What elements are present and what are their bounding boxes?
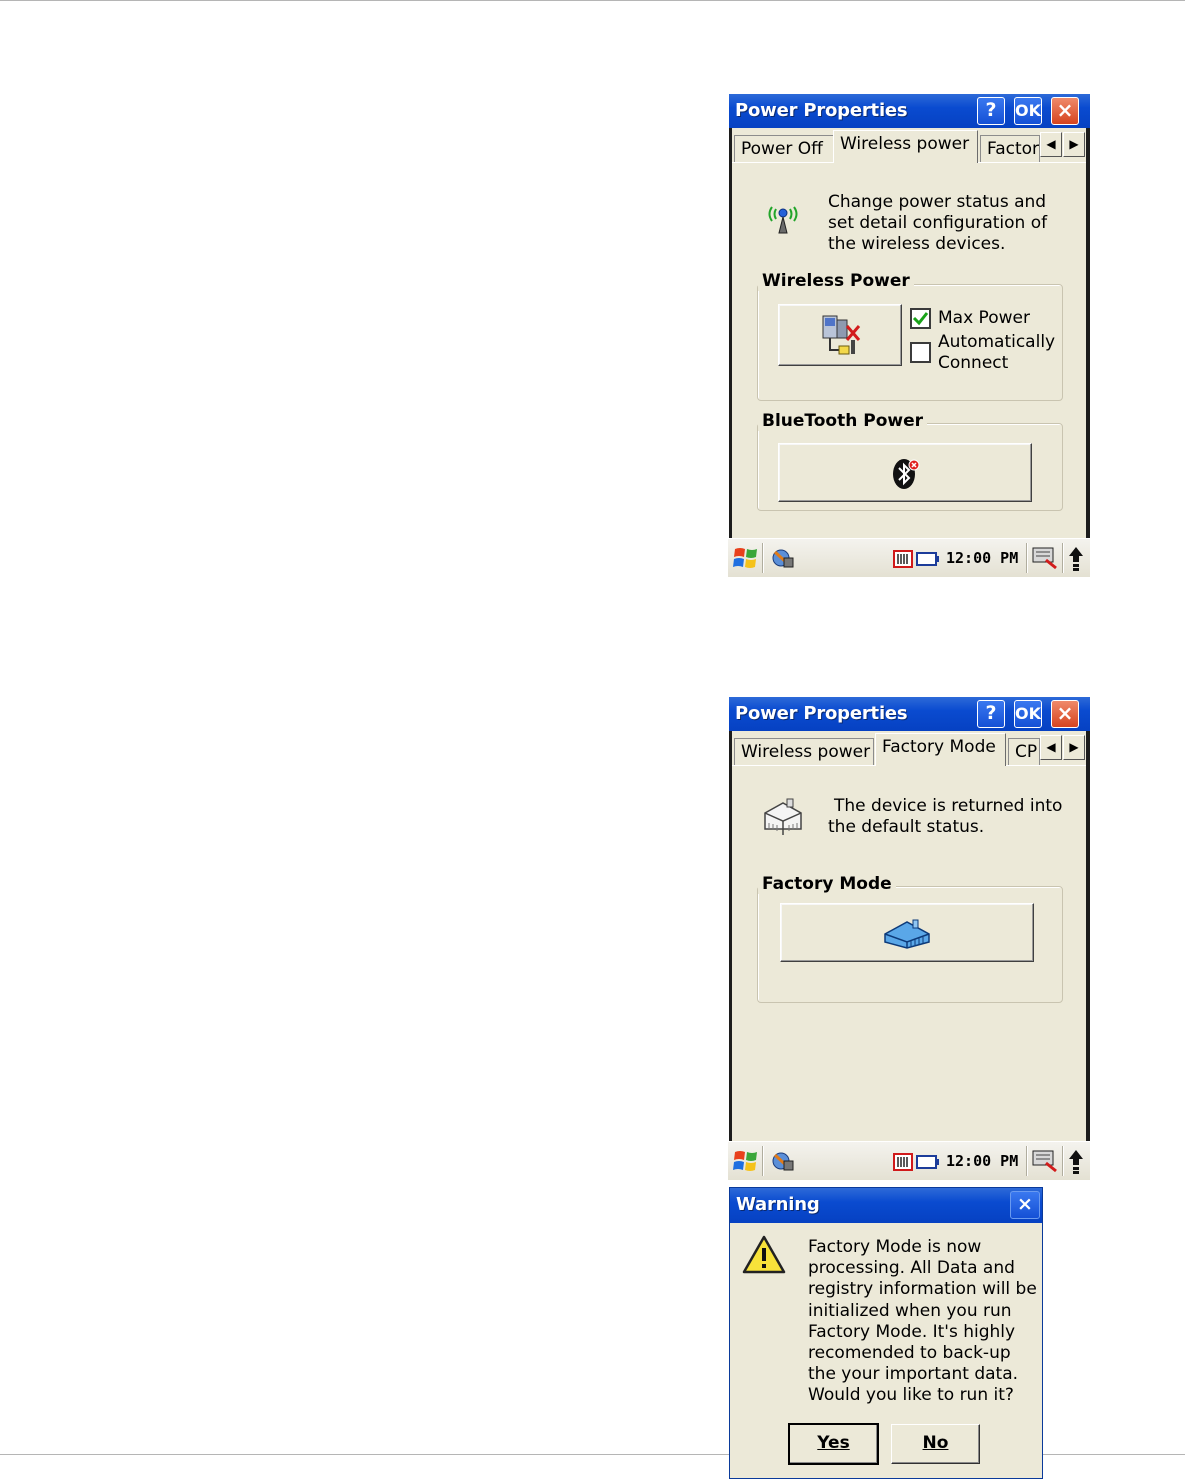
tab-wireless-power[interactable]: Wireless power <box>734 738 874 765</box>
wireless-antenna-icon <box>763 197 803 235</box>
window-title: Power Properties <box>735 703 908 724</box>
wireless-power-toggle-button[interactable] <box>778 304 902 366</box>
warning-dialog <box>729 1187 1043 1479</box>
wireless-network-off-icon <box>817 310 867 360</box>
input-panel-icon[interactable] <box>1032 1149 1058 1173</box>
factory-outline-icon <box>761 795 805 837</box>
taskbar-clock[interactable]: 12:00 PM <box>946 549 1019 567</box>
input-panel-icon[interactable] <box>1032 546 1058 570</box>
tab-scroll-left-button[interactable]: ◀ <box>1040 735 1062 760</box>
barcode-scanner-icon[interactable] <box>893 1153 913 1171</box>
yes-button-label: Yes <box>817 1433 850 1453</box>
tab-factory-mode[interactable]: Factory Mode <box>875 733 1006 766</box>
max-power-checkbox[interactable] <box>910 308 931 329</box>
windows-start-icon[interactable] <box>732 1148 760 1174</box>
tab-scroll-right-button[interactable]: ▶ <box>1063 735 1085 760</box>
taskbar-separator <box>1026 543 1028 573</box>
window-frame-right <box>1086 94 1090 538</box>
factory-mode-legend: Factory Mode <box>758 874 896 894</box>
battery-icon <box>916 1155 940 1169</box>
window-title: Power Properties <box>735 100 908 121</box>
auto-connect-label: Automatically Connect <box>938 332 1056 373</box>
taskbar-clock[interactable]: 12:00 PM <box>946 1152 1019 1170</box>
taskbar-separator <box>1026 1146 1028 1176</box>
factory-description: The device is returned into the default status. <box>828 796 1063 837</box>
connectivity-icon[interactable] <box>770 546 796 570</box>
windows-start-icon[interactable] <box>732 545 760 571</box>
taskbar-separator <box>1062 1146 1064 1176</box>
tab-factory[interactable]: Factor <box>980 135 1040 162</box>
wireless-power-legend: Wireless Power <box>758 271 914 291</box>
warning-message: Factory Mode is now processing. All Data and registry information will be initialized when you run Factory Mode. It's highly recomended to back-up the your important data. Would you like to run it? <box>808 1237 1037 1406</box>
wireless-description: Change power status and set detail configuration of the wireless devices. <box>828 192 1048 254</box>
help-button[interactable]: ? <box>977 700 1005 728</box>
bluetooth-power-toggle-button[interactable] <box>778 443 1032 502</box>
dialog-close-button[interactable]: × <box>1010 1191 1040 1219</box>
arrow-up-icon[interactable] <box>1068 546 1084 572</box>
power-properties-window-factory <box>729 697 1090 1141</box>
factory-mode-run-button[interactable] <box>780 903 1034 962</box>
close-button[interactable]: × <box>1051 97 1079 125</box>
battery-icon <box>916 552 940 566</box>
auto-connect-checkbox[interactable] <box>910 342 931 363</box>
bluetooth-power-legend: BlueTooth Power <box>758 411 927 431</box>
ok-button[interactable]: OK <box>1014 97 1042 125</box>
taskbar-separator <box>762 543 764 573</box>
barcode-scanner-icon[interactable] <box>893 550 913 568</box>
arrow-up-icon[interactable] <box>1068 1149 1084 1175</box>
taskbar-1 <box>728 538 1090 577</box>
tab-strip <box>732 731 1086 766</box>
tab-strip <box>732 128 1086 163</box>
taskbar-separator <box>762 1146 764 1176</box>
connectivity-icon[interactable] <box>770 1149 796 1173</box>
no-button[interactable] <box>891 1424 980 1464</box>
top-rule <box>0 0 1185 1</box>
no-button-label: No <box>922 1433 949 1453</box>
tab-wireless-power[interactable]: Wireless power <box>833 130 978 163</box>
tab-scroll-left-button[interactable]: ◀ <box>1040 132 1062 157</box>
help-button[interactable]: ? <box>977 97 1005 125</box>
factory-building-icon <box>883 918 931 950</box>
yes-button[interactable] <box>789 1424 878 1464</box>
power-properties-window-wireless <box>729 94 1090 538</box>
max-power-label: Max Power <box>938 308 1030 328</box>
window-frame-right <box>1086 697 1090 1141</box>
ok-button[interactable]: OK <box>1014 700 1042 728</box>
taskbar-2 <box>728 1141 1090 1180</box>
close-button[interactable]: × <box>1051 700 1079 728</box>
taskbar-separator <box>1062 543 1064 573</box>
warning-triangle-icon <box>742 1234 786 1276</box>
bluetooth-off-icon <box>891 457 921 491</box>
tab-scroll-right-button[interactable]: ▶ <box>1063 132 1085 157</box>
dialog-title: Warning <box>736 1194 820 1215</box>
title-bar <box>729 697 1090 731</box>
title-bar <box>729 94 1090 128</box>
checkmark-icon <box>912 310 929 327</box>
tab-power-off[interactable]: Power Off <box>734 135 834 162</box>
dialog-title-bar <box>730 1188 1042 1223</box>
tab-cpu[interactable]: CP <box>1008 738 1040 765</box>
